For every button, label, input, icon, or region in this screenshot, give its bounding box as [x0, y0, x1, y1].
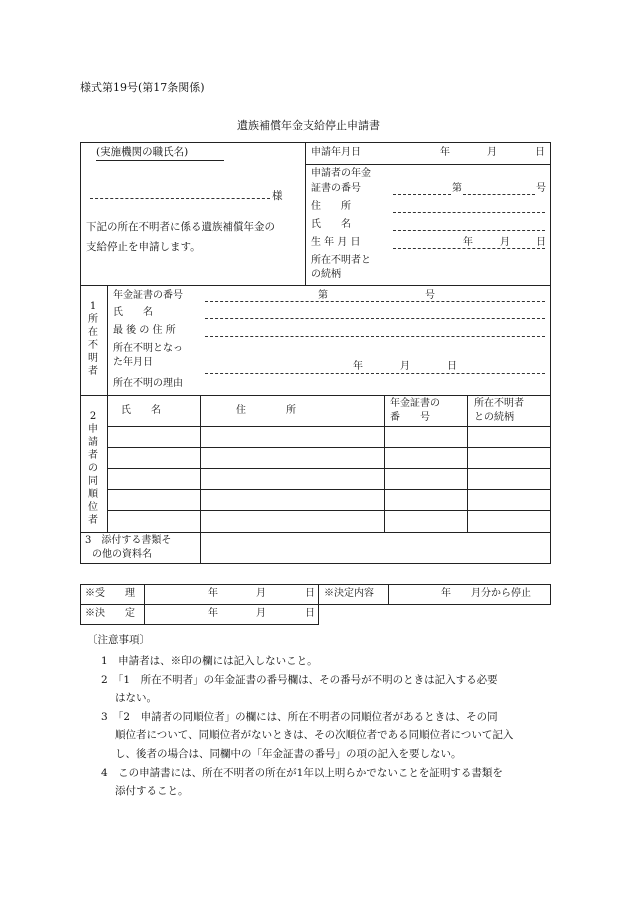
note-line: 添付すること。: [115, 785, 189, 797]
cert-number-field-a[interactable]: [393, 194, 451, 195]
missing-cert-label: 年金証書の番号: [113, 290, 183, 301]
authority-name-field[interactable]: [90, 198, 270, 199]
missing-reason-label: 所在不明の理由: [113, 378, 183, 389]
name-label: 氏 名: [311, 219, 351, 230]
birthdate-label: 生 年 月 日: [311, 237, 361, 248]
missing-cert-field[interactable]: [205, 301, 545, 302]
authority-underline: [96, 160, 224, 161]
col-address-header: 住 所: [236, 405, 296, 416]
name-field[interactable]: [393, 230, 545, 231]
note-line: 順位者について、同順位者がないときは、その次順位者である同順位者について記入: [115, 729, 514, 741]
decision-content-value: 年 月分から停止: [441, 588, 531, 599]
note-line: 4 この申請書には、所在不明者の所在が1年以上明らかでないことを証明する書類を: [101, 767, 503, 779]
application-date-year: 年: [440, 147, 450, 158]
col-cert-header-1: 年金証書の: [390, 398, 440, 409]
page-title: 遺族補償年金支給停止申請書: [237, 119, 380, 132]
cert-number-field-b[interactable]: [463, 194, 535, 195]
request-text-1: 下記の所在不明者に係る遺族補償年金の: [86, 221, 275, 233]
section-missing-person: 1所在不明者: [88, 301, 98, 377]
note-line: 2 「1 所在不明者」の年金証書の番号欄は、その番号が不明のときは記入する必要: [101, 674, 498, 686]
application-date-month: 月: [487, 147, 497, 158]
col-name-header: 氏 名: [121, 405, 161, 416]
birth-day: 日: [536, 237, 546, 248]
col-cert-header-2: 番 号: [390, 412, 430, 423]
decision-year: 年: [208, 608, 218, 619]
relation-label-1: 所在不明者と: [311, 255, 371, 266]
decision-label: ※決 定: [85, 608, 135, 619]
cert-number-label-1: 申請者の年金: [311, 168, 371, 179]
missing-address-label: 最 後 の 住 所: [113, 325, 176, 336]
missing-date-month: 月: [400, 361, 410, 372]
receipt-day: 日: [305, 588, 315, 599]
decision-month: 月: [256, 608, 266, 619]
attachments-label-1: 3 添付する書類そ: [85, 535, 172, 546]
note-line: はない。: [115, 692, 157, 704]
authority-label: (実施機関の職氏名): [96, 146, 189, 158]
col-relation-header-2: との続柄: [474, 412, 514, 423]
notes-header: 〔注意事項〕: [87, 634, 150, 646]
missing-cert-go: 号: [425, 290, 435, 301]
birth-year: 年: [463, 237, 473, 248]
missing-date-day: 日: [447, 361, 457, 372]
missing-address-field[interactable]: [205, 336, 545, 337]
birth-month: 月: [500, 237, 510, 248]
receipt-label: ※受 理: [85, 588, 135, 599]
note-line: 1 申請者は、※印の欄には記入しないこと。: [101, 655, 318, 667]
missing-date-field[interactable]: [205, 373, 545, 374]
missing-name-label: 氏 名: [113, 307, 153, 318]
note-line: 3 「2 申請者の同順位者」の欄には、所在不明者の同順位者があるときは、その同: [101, 711, 498, 723]
application-date-day: 日: [535, 147, 545, 158]
cert-go: 号: [536, 183, 546, 194]
attachments-label-2: の他の資料名: [92, 549, 152, 560]
address-field[interactable]: [393, 212, 545, 213]
decision-day: 日: [305, 608, 315, 619]
address-label: 住 所: [311, 201, 351, 212]
missing-name-field[interactable]: [205, 318, 545, 319]
note-line: し、後者の場合は、同欄中の「年金証書の番号」の項の記入を要しない。: [115, 748, 462, 760]
sama-label: 様: [272, 190, 283, 202]
application-date-label: 申請年月日: [311, 147, 361, 158]
decision-content-label: ※決定内容: [324, 588, 374, 599]
request-text-2: 支給停止を申請します。: [86, 241, 201, 253]
relation-label-2: の続柄: [311, 269, 341, 280]
receipt-month: 月: [256, 588, 266, 599]
receipt-year: 年: [208, 588, 218, 599]
cert-dai: 第: [452, 183, 462, 194]
birthdate-field[interactable]: [393, 248, 545, 249]
missing-cert-dai: 第: [318, 290, 328, 301]
missing-date-label-2: た年月日: [113, 357, 153, 368]
col-relation-header-1: 所在不明者: [474, 398, 524, 409]
missing-date-label-1: 所在不明となっ: [113, 343, 183, 354]
missing-date-year: 年: [353, 361, 363, 372]
section-coheirs: 2申請者の同順位者: [88, 411, 98, 526]
form-number: 様式第19号(第17条関係): [80, 81, 205, 94]
cert-number-label-2: 証書の番号: [311, 183, 361, 194]
